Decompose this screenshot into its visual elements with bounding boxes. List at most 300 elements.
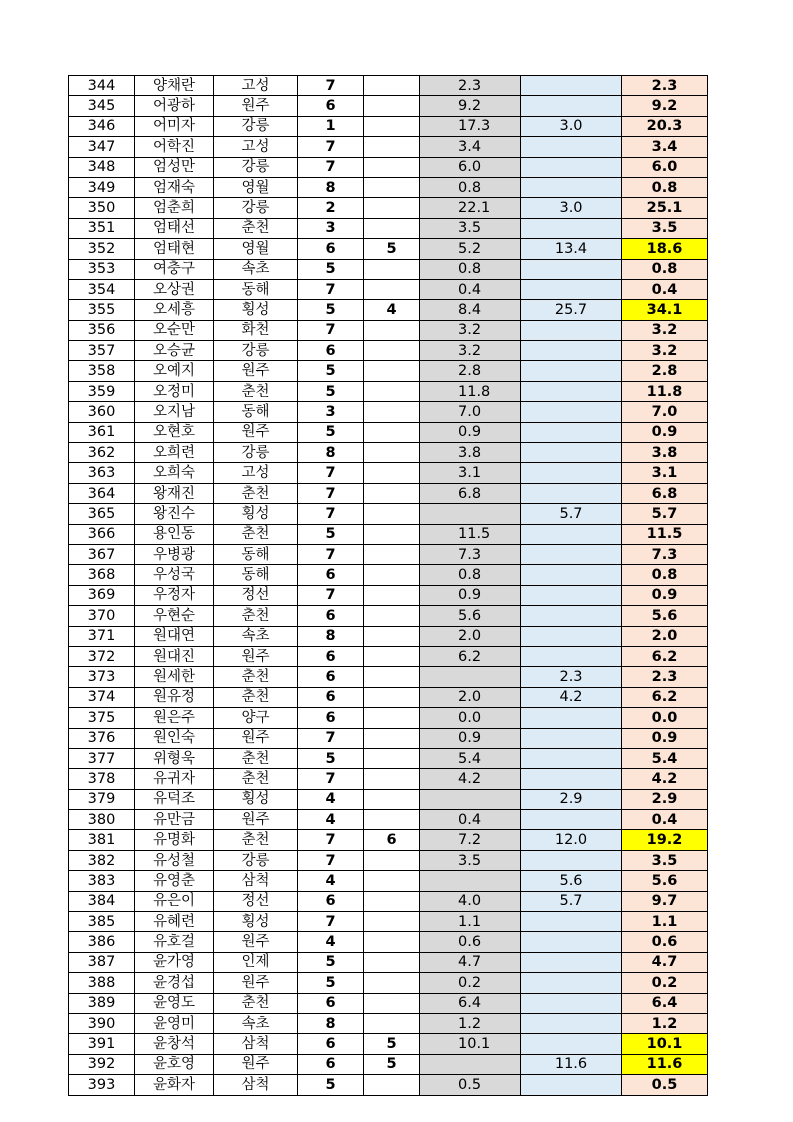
cell-grade: 7 — [298, 585, 364, 605]
cell-rank — [364, 320, 420, 340]
cell-name: 왕진수 — [135, 504, 214, 524]
cell-name: 오상권 — [135, 279, 214, 299]
cell-region: 원주 — [214, 810, 298, 830]
table-row — [69, 96, 708, 116]
table-row — [69, 912, 708, 932]
cell-name: 어광하 — [135, 96, 214, 116]
table-row — [69, 300, 708, 320]
cell-score-b — [521, 850, 622, 870]
cell-name: 원인숙 — [135, 728, 214, 748]
cell-grade: 7 — [298, 912, 364, 932]
cell-total: 0.8 — [622, 565, 708, 585]
cell-total: 3.4 — [622, 137, 708, 157]
table-row — [69, 524, 708, 544]
cell-score-b — [521, 137, 622, 157]
cell-grade: 7 — [298, 850, 364, 870]
cell-number: 366 — [69, 524, 135, 544]
cell-score-b — [521, 728, 622, 748]
cell-rank — [364, 259, 420, 279]
cell-rank — [364, 973, 420, 993]
cell-rank — [364, 76, 420, 96]
cell-score-a — [420, 871, 521, 891]
cell-score-b — [521, 565, 622, 585]
cell-name: 윤창석 — [135, 1034, 214, 1054]
cell-rank — [364, 1075, 420, 1095]
table-row — [69, 891, 708, 911]
table-row — [69, 646, 708, 666]
cell-region: 횡성 — [214, 912, 298, 932]
cell-grade: 5 — [298, 1075, 364, 1095]
cell-grade: 7 — [298, 463, 364, 483]
table-row — [69, 422, 708, 442]
cell-grade: 4 — [298, 810, 364, 830]
cell-grade: 7 — [298, 504, 364, 524]
cell-score-a: 4.7 — [420, 952, 521, 972]
cell-rank — [364, 361, 420, 381]
cell-region: 동해 — [214, 279, 298, 299]
cell-name: 엄춘희 — [135, 198, 214, 218]
cell-rank — [364, 177, 420, 197]
cell-number: 377 — [69, 748, 135, 768]
cell-rank — [364, 748, 420, 768]
cell-name: 오승균 — [135, 341, 214, 361]
cell-region: 고성 — [214, 137, 298, 157]
cell-grade: 6 — [298, 606, 364, 626]
cell-grade: 4 — [298, 871, 364, 891]
cell-score-a — [420, 1054, 521, 1074]
cell-total: 9.2 — [622, 96, 708, 116]
cell-number: 351 — [69, 218, 135, 238]
table-row — [69, 748, 708, 768]
cell-name: 오정미 — [135, 381, 214, 401]
cell-rank — [364, 667, 420, 687]
cell-name: 오지남 — [135, 402, 214, 422]
cell-rank — [364, 157, 420, 177]
cell-number: 354 — [69, 279, 135, 299]
cell-grade: 7 — [298, 830, 364, 850]
table-row — [69, 320, 708, 340]
cell-region: 고성 — [214, 463, 298, 483]
cell-region: 영월 — [214, 239, 298, 259]
table-row — [69, 279, 708, 299]
table-row — [69, 810, 708, 830]
cell-score-a: 0.8 — [420, 565, 521, 585]
cell-score-b — [521, 1013, 622, 1033]
cell-number: 361 — [69, 422, 135, 442]
table-row — [69, 993, 708, 1013]
cell-region: 동해 — [214, 402, 298, 422]
cell-score-b — [521, 463, 622, 483]
cell-region: 횡성 — [214, 504, 298, 524]
cell-grade: 6 — [298, 891, 364, 911]
cell-total: 34.1 — [622, 300, 708, 320]
cell-grade: 6 — [298, 667, 364, 687]
cell-region: 강릉 — [214, 443, 298, 463]
cell-grade: 8 — [298, 626, 364, 646]
cell-grade: 3 — [298, 218, 364, 238]
cell-region: 속초 — [214, 1013, 298, 1033]
cell-number: 349 — [69, 177, 135, 197]
cell-score-b — [521, 708, 622, 728]
cell-score-b — [521, 96, 622, 116]
cell-name: 엄태현 — [135, 239, 214, 259]
cell-name: 유귀자 — [135, 769, 214, 789]
cell-score-a: 7.2 — [420, 830, 521, 850]
cell-name: 우현순 — [135, 606, 214, 626]
cell-grade: 4 — [298, 932, 364, 952]
cell-rank — [364, 381, 420, 401]
cell-total: 5.6 — [622, 606, 708, 626]
cell-rank — [364, 728, 420, 748]
cell-grade: 5 — [298, 524, 364, 544]
cell-grade: 6 — [298, 646, 364, 666]
table-row — [69, 463, 708, 483]
cell-grade: 7 — [298, 320, 364, 340]
cell-score-a: 0.5 — [420, 1075, 521, 1095]
cell-score-a: 2.0 — [420, 687, 521, 707]
cell-score-b: 4.2 — [521, 687, 622, 707]
cell-name: 오순만 — [135, 320, 214, 340]
table-row — [69, 137, 708, 157]
cell-number: 364 — [69, 483, 135, 503]
cell-number: 376 — [69, 728, 135, 748]
cell-number: 388 — [69, 973, 135, 993]
cell-region: 춘천 — [214, 993, 298, 1013]
cell-number: 357 — [69, 341, 135, 361]
table-row — [69, 259, 708, 279]
cell-score-a: 9.2 — [420, 96, 521, 116]
table-row — [69, 973, 708, 993]
cell-number: 393 — [69, 1075, 135, 1095]
cell-score-a — [420, 667, 521, 687]
cell-rank — [364, 96, 420, 116]
cell-total: 3.2 — [622, 320, 708, 340]
cell-score-a: 11.5 — [420, 524, 521, 544]
cell-score-b — [521, 524, 622, 544]
cell-grade: 7 — [298, 728, 364, 748]
cell-score-b — [521, 381, 622, 401]
cell-score-a: 1.2 — [420, 1013, 521, 1033]
cell-score-b — [521, 585, 622, 605]
cell-name: 엄재숙 — [135, 177, 214, 197]
table-row — [69, 789, 708, 809]
table-row — [69, 341, 708, 361]
cell-number: 363 — [69, 463, 135, 483]
table-row — [69, 239, 708, 259]
cell-total: 0.9 — [622, 422, 708, 442]
cell-name: 윤가영 — [135, 952, 214, 972]
cell-region: 원주 — [214, 973, 298, 993]
cell-total: 6.0 — [622, 157, 708, 177]
table-row — [69, 198, 708, 218]
cell-grade: 8 — [298, 177, 364, 197]
cell-grade: 7 — [298, 769, 364, 789]
cell-name: 윤호영 — [135, 1054, 214, 1074]
cell-grade: 1 — [298, 116, 364, 136]
cell-score-b: 3.0 — [521, 198, 622, 218]
cell-score-b — [521, 973, 622, 993]
cell-number: 365 — [69, 504, 135, 524]
cell-score-b — [521, 1075, 622, 1095]
cell-total: 0.4 — [622, 810, 708, 830]
cell-number: 373 — [69, 667, 135, 687]
cell-total: 1.1 — [622, 912, 708, 932]
cell-rank — [364, 993, 420, 1013]
cell-grade: 5 — [298, 952, 364, 972]
cell-number: 390 — [69, 1013, 135, 1033]
table-row — [69, 606, 708, 626]
cell-rank: 5 — [364, 1054, 420, 1074]
cell-number: 371 — [69, 626, 135, 646]
cell-region: 속초 — [214, 259, 298, 279]
cell-score-b — [521, 320, 622, 340]
cell-score-b — [521, 810, 622, 830]
cell-name: 유덕조 — [135, 789, 214, 809]
cell-score-b — [521, 443, 622, 463]
cell-total: 0.9 — [622, 585, 708, 605]
cell-score-b — [521, 259, 622, 279]
cell-number: 386 — [69, 932, 135, 952]
cell-name: 유영춘 — [135, 871, 214, 891]
cell-rank — [364, 341, 420, 361]
table-row — [69, 544, 708, 564]
table-row — [69, 565, 708, 585]
cell-number: 369 — [69, 585, 135, 605]
cell-score-b: 5.7 — [521, 891, 622, 911]
cell-total: 9.7 — [622, 891, 708, 911]
cell-name: 윤영도 — [135, 993, 214, 1013]
cell-rank — [364, 198, 420, 218]
cell-rank — [364, 850, 420, 870]
cell-grade: 6 — [298, 565, 364, 585]
cell-region: 인제 — [214, 952, 298, 972]
cell-total: 3.5 — [622, 218, 708, 238]
cell-name: 오예지 — [135, 361, 214, 381]
cell-grade: 6 — [298, 1034, 364, 1054]
cell-total: 3.2 — [622, 341, 708, 361]
cell-total: 25.1 — [622, 198, 708, 218]
cell-number: 355 — [69, 300, 135, 320]
cell-rank — [364, 932, 420, 952]
table-row — [69, 157, 708, 177]
cell-score-a: 5.6 — [420, 606, 521, 626]
cell-name: 우성국 — [135, 565, 214, 585]
cell-score-b: 12.0 — [521, 830, 622, 850]
cell-rank — [364, 504, 420, 524]
cell-number: 391 — [69, 1034, 135, 1054]
cell-region: 삼척 — [214, 1034, 298, 1054]
cell-total: 3.8 — [622, 443, 708, 463]
cell-name: 우정자 — [135, 585, 214, 605]
cell-name: 용인동 — [135, 524, 214, 544]
cell-score-b — [521, 1034, 622, 1054]
cell-number: 347 — [69, 137, 135, 157]
cell-region: 강릉 — [214, 850, 298, 870]
cell-grade: 6 — [298, 96, 364, 116]
cell-grade: 7 — [298, 137, 364, 157]
cell-total: 0.4 — [622, 279, 708, 299]
cell-number: 358 — [69, 361, 135, 381]
cell-region: 원주 — [214, 728, 298, 748]
cell-score-a: 3.2 — [420, 320, 521, 340]
cell-number: 348 — [69, 157, 135, 177]
cell-grade: 7 — [298, 483, 364, 503]
cell-score-b: 5.6 — [521, 871, 622, 891]
cell-total: 0.8 — [622, 259, 708, 279]
cell-total: 0.6 — [622, 932, 708, 952]
cell-rank — [364, 483, 420, 503]
cell-region: 강릉 — [214, 157, 298, 177]
cell-score-a: 1.1 — [420, 912, 521, 932]
cell-score-a: 0.8 — [420, 177, 521, 197]
cell-rank — [364, 137, 420, 157]
cell-score-a: 17.3 — [420, 116, 521, 136]
cell-rank — [364, 116, 420, 136]
cell-grade: 5 — [298, 381, 364, 401]
cell-rank — [364, 565, 420, 585]
cell-total: 0.5 — [622, 1075, 708, 1095]
cell-score-a: 0.0 — [420, 708, 521, 728]
cell-name: 원대연 — [135, 626, 214, 646]
cell-score-a: 0.9 — [420, 422, 521, 442]
cell-rank — [364, 912, 420, 932]
cell-score-a: 0.2 — [420, 973, 521, 993]
cell-region: 정선 — [214, 585, 298, 605]
cell-grade: 7 — [298, 76, 364, 96]
cell-name: 오희련 — [135, 443, 214, 463]
cell-region: 원주 — [214, 646, 298, 666]
cell-region: 정선 — [214, 891, 298, 911]
cell-total: 5.4 — [622, 748, 708, 768]
cell-score-a: 0.8 — [420, 259, 521, 279]
table-row — [69, 218, 708, 238]
cell-region: 영월 — [214, 177, 298, 197]
cell-grade: 4 — [298, 789, 364, 809]
cell-total: 0.8 — [622, 177, 708, 197]
cell-number: 360 — [69, 402, 135, 422]
cell-total: 5.7 — [622, 504, 708, 524]
cell-number: 359 — [69, 381, 135, 401]
cell-score-a: 0.4 — [420, 810, 521, 830]
table-row — [69, 850, 708, 870]
cell-score-a: 7.0 — [420, 402, 521, 422]
cell-rank — [364, 1013, 420, 1033]
cell-region: 화천 — [214, 320, 298, 340]
cell-score-a: 7.3 — [420, 544, 521, 564]
cell-number: 345 — [69, 96, 135, 116]
cell-name: 어미자 — [135, 116, 214, 136]
cell-region: 춘천 — [214, 524, 298, 544]
cell-total: 5.6 — [622, 871, 708, 891]
cell-number: 382 — [69, 850, 135, 870]
cell-rank — [364, 443, 420, 463]
cell-number: 344 — [69, 76, 135, 96]
cell-score-b: 11.6 — [521, 1054, 622, 1074]
table-row — [69, 483, 708, 503]
cell-score-a: 5.2 — [420, 239, 521, 259]
cell-rank — [364, 891, 420, 911]
cell-name: 유명화 — [135, 830, 214, 850]
cell-score-a: 4.0 — [420, 891, 521, 911]
cell-total: 2.3 — [622, 667, 708, 687]
cell-score-a: 8.4 — [420, 300, 521, 320]
table-row — [69, 932, 708, 952]
cell-score-a: 6.4 — [420, 993, 521, 1013]
cell-region: 동해 — [214, 565, 298, 585]
cell-total: 7.3 — [622, 544, 708, 564]
cell-total: 7.0 — [622, 402, 708, 422]
cell-total: 11.8 — [622, 381, 708, 401]
cell-rank — [364, 687, 420, 707]
score-table-body — [69, 76, 708, 1096]
cell-rank — [364, 769, 420, 789]
cell-score-b: 5.7 — [521, 504, 622, 524]
cell-grade: 6 — [298, 341, 364, 361]
cell-rank — [364, 606, 420, 626]
cell-grade: 5 — [298, 748, 364, 768]
cell-score-a: 0.6 — [420, 932, 521, 952]
cell-total: 4.7 — [622, 952, 708, 972]
table-row — [69, 626, 708, 646]
cell-name: 윤경섭 — [135, 973, 214, 993]
table-row — [69, 667, 708, 687]
cell-name: 원유정 — [135, 687, 214, 707]
cell-region: 춘천 — [214, 483, 298, 503]
cell-grade: 6 — [298, 708, 364, 728]
cell-score-b — [521, 76, 622, 96]
score-table — [68, 75, 708, 1096]
cell-score-a: 2.8 — [420, 361, 521, 381]
cell-score-b — [521, 606, 622, 626]
cell-score-a: 2.0 — [420, 626, 521, 646]
cell-name: 윤영미 — [135, 1013, 214, 1033]
cell-score-b — [521, 157, 622, 177]
cell-region: 원주 — [214, 422, 298, 442]
cell-score-a: 0.4 — [420, 279, 521, 299]
cell-name: 유호걸 — [135, 932, 214, 952]
cell-name: 오희숙 — [135, 463, 214, 483]
cell-grade: 5 — [298, 300, 364, 320]
cell-name: 여충구 — [135, 259, 214, 279]
cell-grade: 5 — [298, 361, 364, 381]
cell-region: 원주 — [214, 361, 298, 381]
cell-number: 367 — [69, 544, 135, 564]
cell-region: 춘천 — [214, 381, 298, 401]
cell-total: 6.8 — [622, 483, 708, 503]
table-row — [69, 952, 708, 972]
table-row — [69, 830, 708, 850]
cell-name: 유만금 — [135, 810, 214, 830]
cell-total: 2.9 — [622, 789, 708, 809]
table-row — [69, 116, 708, 136]
cell-score-b — [521, 177, 622, 197]
cell-name: 유은이 — [135, 891, 214, 911]
cell-score-b — [521, 218, 622, 238]
cell-rank — [364, 544, 420, 564]
cell-score-b: 2.9 — [521, 789, 622, 809]
cell-total: 1.2 — [622, 1013, 708, 1033]
cell-name: 양채란 — [135, 76, 214, 96]
cell-number: 375 — [69, 708, 135, 728]
cell-score-a: 0.9 — [420, 728, 521, 748]
cell-score-b: 3.0 — [521, 116, 622, 136]
cell-total: 20.3 — [622, 116, 708, 136]
cell-score-a: 10.1 — [420, 1034, 521, 1054]
cell-total: 2.8 — [622, 361, 708, 381]
cell-score-a — [420, 789, 521, 809]
cell-number: 379 — [69, 789, 135, 809]
cell-score-a: 0.9 — [420, 585, 521, 605]
